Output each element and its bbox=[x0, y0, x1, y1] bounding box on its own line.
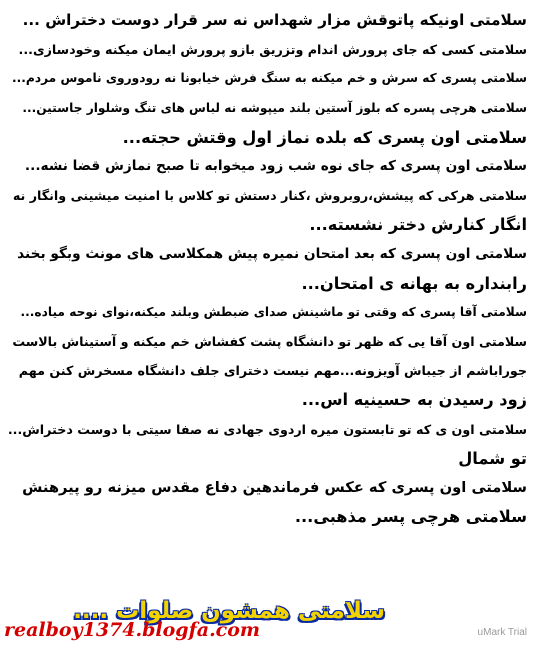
text-line: سلامتی اونیکه پاتوقش مزار شهداس نه سر قرار دوست دختراش ... bbox=[22, 11, 527, 29]
text-line: سلامتی اون پسری که جای نوه شب زود میخوابه تا صبح نمازش قضا نشه... bbox=[24, 157, 527, 174]
text-line: رابنداره به بهانه ی امتحان... bbox=[301, 273, 527, 293]
text-line: سلامتی اون ی که تو تابستون میره اردوی جهادی نه صفا سیتی با دوست دختراش... bbox=[8, 421, 527, 437]
text-line: سلامتی هرکی که پیشش،روبروش ،کنار دستش تو کلاس با امنیت میشینی وانگار نه bbox=[12, 188, 527, 204]
text-line: انگار کنارش دختر نشسته... bbox=[309, 215, 527, 235]
text-line: تو شمال bbox=[458, 448, 527, 468]
text-lines bbox=[8, 6, 527, 531]
text-line: سلامتی اون آقا یی که ظهر تو دانشگاه پشت کفشاش خم میکنه و آستیناش بالاست bbox=[12, 334, 527, 350]
text-line: سلامتی آقا پسری که وقتی تو ماشینش صدای ضبطش وبلند میکنه،نوای نوحه میاده... bbox=[20, 304, 527, 319]
blog-url: realboy1374.blogfa.com bbox=[4, 619, 261, 641]
text-line: زود رسیدن به حسینیه اس... bbox=[301, 390, 527, 410]
text-line: جوراباشم از جیباش آویزونه...مهم نیست دخترای جلف دانشگاه مسخرش کنن مهم bbox=[18, 363, 527, 379]
text-line: سلامتی هرچی پسره که بلوز آستین بلند میپوشه نه لباس های تنگ وشلوار جاستین... bbox=[22, 100, 527, 115]
text-line: سلامتی اون پسری که بلده نماز اول وقتش حجته... bbox=[122, 127, 527, 147]
text-line: سلامتی پسری که سرش و خم میکنه به سنگ فرش خیابونا نه رودوروی ناموس مردم... bbox=[12, 71, 527, 86]
text-line: سلامتی کسی که جای پرورش اندام وتزریق بازو پرورش ایمان میکنه وخودسازی... bbox=[18, 42, 527, 58]
text-line: سلامتی اون پسری که بعد امتحان نمیره پیش همکلاسی های مونث وبگو بخند bbox=[17, 245, 527, 262]
text-line: سلامتی هرچی پسر مذهبی... bbox=[294, 507, 527, 527]
watermark: uMark Trial bbox=[477, 627, 527, 638]
text-line: سلامتی اون پسری که عکس فرماندهین دفاع مقدس میزنه رو پیرهنش bbox=[22, 479, 527, 496]
closing-title: سلامتی همشون صلوات .... bbox=[73, 598, 385, 624]
